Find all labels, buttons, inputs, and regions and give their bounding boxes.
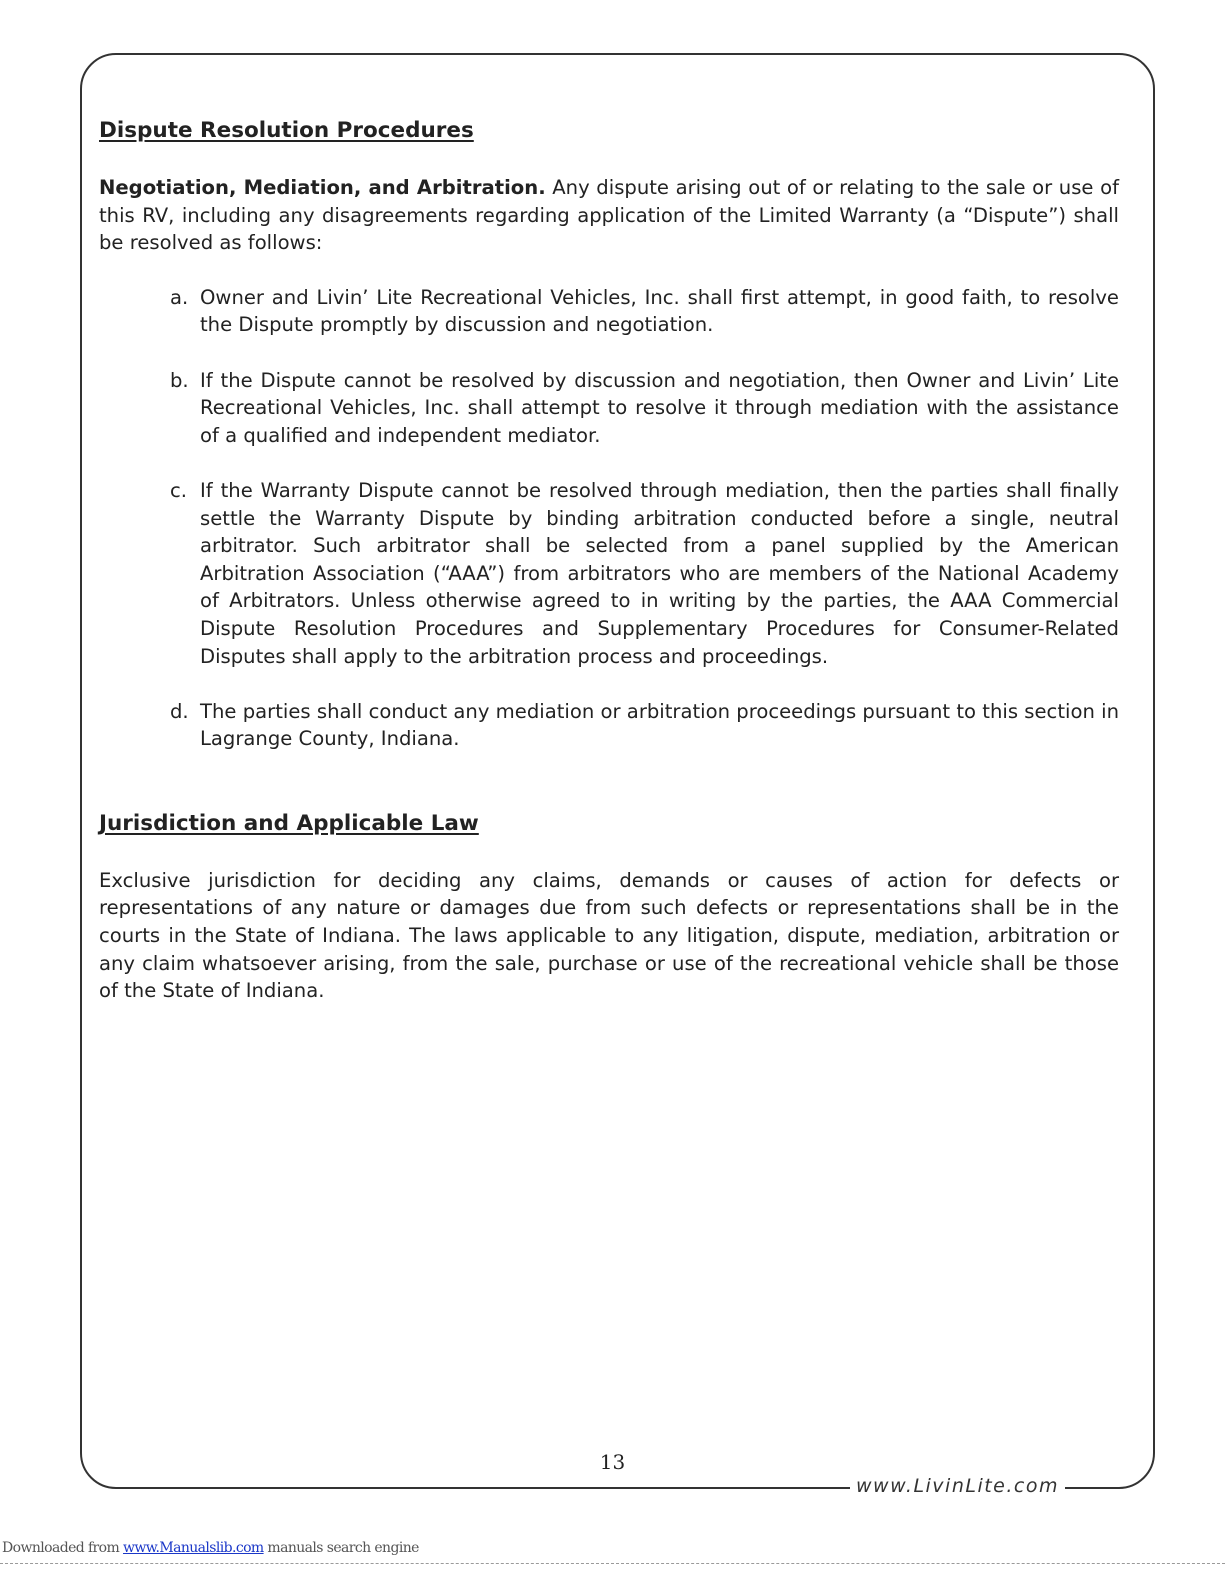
- list-item: [99, 367, 1119, 450]
- list-item-text: If the Dispute cannot be resolved by discussion and negotiation, then Owner and Livin’ Lite Recreational Vehicles, Inc. shall attempt to resolve it through mediation with the assistance of a qualified and independent mediator.: [200, 368, 1119, 447]
- list-item-marker: c.: [170, 478, 188, 502]
- list-item-text: If the Warranty Dispute cannot be resolved through mediation, then the parties shall finally settle the Warranty Dispute by binding arbitration conducted before a single, neutral arbitrator. Such arbitrator shall be selected from a panel supplied by the American Arbitration Association (“AAA”) from arbitrators who are members of the National Academy of Arbitrators. Unless otherwise agreed to in writing by the parties, the AAA Commercial Dispute Resolution Procedures and Supplementary Procedures for Consumer-Related Disputes shall apply to the arbitration process and proceedings.: [200, 478, 1119, 668]
- dispute-intro-text: Any dispute arising out of or relating to the sale or use of this RV, including any disagreements regarding application of the Limited Warranty (a “Dispute”) shall be resolved as follows:: [99, 176, 1119, 255]
- list-item: [99, 284, 1119, 339]
- list-item-marker: d.: [170, 699, 189, 723]
- list-item-marker: b.: [170, 368, 189, 392]
- list-item: [99, 698, 1119, 753]
- download-prefix: Downloaded from: [2, 1540, 123, 1556]
- download-suffix: manuals search engine: [263, 1540, 419, 1556]
- page-content: [99, 114, 1119, 1005]
- list-item: [99, 477, 1119, 670]
- download-notice: [2, 1540, 419, 1556]
- dispute-lead: Negotiation, Mediation, and Arbitration.: [99, 176, 546, 199]
- dotted-divider: [0, 1563, 1225, 1564]
- dispute-heading: Dispute Resolution Procedures: [99, 118, 474, 143]
- footer-website: www.LivinLite.com: [850, 1475, 1065, 1497]
- page-number: 13: [599, 1450, 626, 1474]
- manualslib-link[interactable]: www.Manualslib.com: [123, 1540, 264, 1556]
- jurisdiction-heading: Jurisdiction and Applicable Law: [99, 810, 479, 836]
- list-item-marker: a.: [170, 285, 189, 309]
- list-item-text: Owner and Livin’ Lite Recreational Vehicles, Inc. shall first attempt, in good faith, to resolve the Dispute promptly by discussion and negotiation.: [200, 285, 1119, 337]
- dispute-intro: [99, 174, 1119, 257]
- jurisdiction-text: Exclusive jurisdiction for deciding any claims, demands or causes of action for defects or representations of any nature or damages due from such defects or representations shall be in the courts in the State of Indiana. The laws applicable to any litigation, dispute, mediation, arbitration or any claim whatsoever arising, from the sale, purchase or use of the recreational vehicle shall be those of the State of Indiana.: [99, 868, 1119, 1003]
- dispute-steps-list: [99, 284, 1119, 753]
- list-item-text: The parties shall conduct any mediation or arbitration proceedings pursuant to this section in Lagrange County, Indiana.: [200, 699, 1119, 751]
